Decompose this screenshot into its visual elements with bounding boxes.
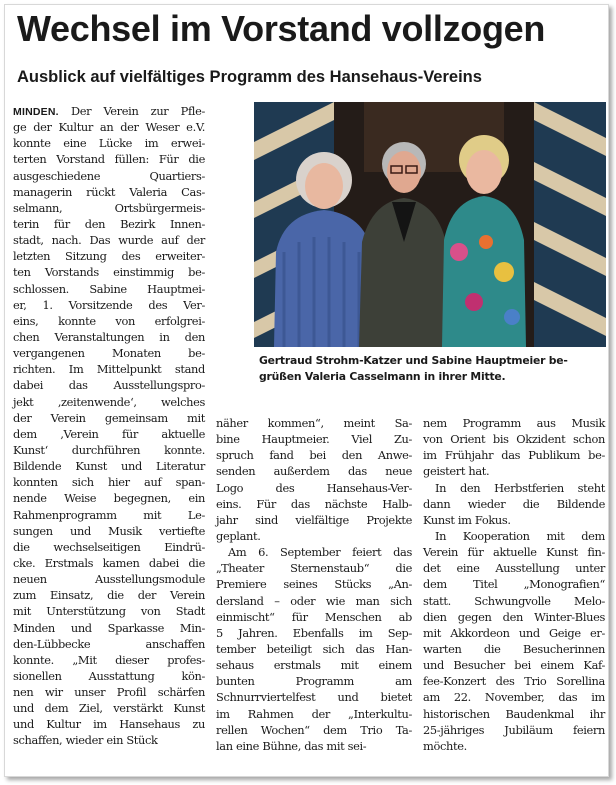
text-line: richten. Im Mittelpunkt stand <box>13 362 205 377</box>
text-line: konnte eine Lücke im erwei- <box>13 136 205 151</box>
text-line: bunten Programm am <box>216 674 412 689</box>
text-line: dann wieder die Bildende <box>423 496 605 511</box>
text-line: den-Lübbecke anschaffen <box>13 636 205 651</box>
text-line: sehaus erstmals mit einem <box>216 658 412 673</box>
text-line: „Theater Sternenstaub“ die <box>216 561 412 576</box>
text-line: der Verein gemeinsam mit <box>13 410 205 425</box>
text-line: dem Titel „Monografien“ <box>423 577 605 592</box>
text-line: zum Einsatz, die der Verein <box>13 588 205 603</box>
text-line: senden außerdem das neue <box>216 464 412 479</box>
article-column-1 <box>13 103 205 749</box>
text-line: am 22. November, das im <box>423 690 605 705</box>
text-line: rellen Wochen“ dem Trio Ta- <box>216 722 412 737</box>
article-column-2 <box>216 415 412 754</box>
text-line: eins. Für das nächste Halb- <box>216 496 412 511</box>
text-line: cke. Erstmals kamen dabei die <box>13 555 205 570</box>
text-line: konnte. „Mit dieser profes- <box>13 652 205 667</box>
text-line: In den Herbstferien steht <box>435 480 605 495</box>
text-line: 25-jähriges Jubiläum feiern <box>423 722 605 737</box>
text-line: möchte. <box>423 738 467 753</box>
text-line: schaffen, wieder ein Stück <box>13 733 158 748</box>
text-line: Minden und Sparkasse Min- <box>13 620 205 635</box>
text-line <box>13 103 205 119</box>
article-column-3 <box>423 415 605 754</box>
text-line: Bildende Kunst und Literatur <box>13 459 205 474</box>
text-line: nende Weise begegnen, ein <box>13 491 205 506</box>
text-line: von Orient bis Okzident schon <box>423 432 605 447</box>
text-line: neuen Ausstellungsmodule <box>13 572 205 587</box>
text-line: im Frühjahr das Publikum be- <box>423 448 605 463</box>
text-line: näher kommen“, meint Sa- <box>216 416 412 430</box>
text-line: vergangenen Monaten be- <box>13 346 205 361</box>
text-line: ge der Kultur an der Weser e.V. <box>13 120 205 135</box>
text-line: tember beteiligt sich das Han- <box>216 641 412 656</box>
text-line: 5 Jahren. Ebenfalls im Sep- <box>216 625 412 640</box>
text-line: im Rahmen der „Interkultu- <box>216 706 412 721</box>
text-line: geistert hat. <box>423 464 490 479</box>
text-line: eins, konnte von erfolgrei- <box>13 313 205 328</box>
text-line: dem ‚Verein für aktuelle <box>13 426 205 441</box>
text-line: Kunst‘ durchführen konnte. <box>13 442 205 457</box>
text-line: statt. Schwungvolle Melo- <box>423 593 605 608</box>
text-line: letzten Sitzung des erweiter- <box>13 249 205 264</box>
text-line: einmischt“ für Menschen ab <box>216 609 412 624</box>
text-line: spruch fand bei den Anwe- <box>216 448 412 463</box>
headline: Wechsel im Vorstand vollzogen <box>17 8 546 49</box>
text-line: chen Veranstaltungen in den <box>13 329 205 344</box>
text-line: ten Vorstands einstimmig be- <box>13 265 205 280</box>
text-line: und dem Ziel, verstärkt Kunst <box>13 701 205 716</box>
newspaper-clipping <box>4 4 609 777</box>
text-line: die wechselseitigen Eindrü- <box>13 539 205 554</box>
text-line: und Besucher bei einem Kaf- <box>423 658 605 673</box>
text-line: geplant. <box>216 528 261 543</box>
subheadline: Ausblick auf vielfältiges Programm des Hansehaus-Vereins <box>17 68 482 86</box>
text-line: det eine Ausstellung unter <box>423 561 605 576</box>
text-line: selmann, Ortsbürgermeis- <box>13 200 205 215</box>
text-line: jekt ‚zeitenwende‘, welches <box>13 394 205 409</box>
text-line: dersland – oder wie man sich <box>216 593 412 608</box>
text-line: Verein für aktuelle Kunst fin- <box>423 545 605 560</box>
text-line: Rahmenprogramm mit Le- <box>13 507 205 522</box>
text-line: bine Hauptmeier. Viel Zu- <box>216 432 412 447</box>
text-line: dien gegen den Winter-Blues <box>423 609 605 624</box>
text-line: fee-Konzert des Trio Sorellina <box>423 674 605 689</box>
text-line: dabei das Ausstellungspro- <box>13 378 205 393</box>
article-photo <box>254 102 606 347</box>
text-line: konnten sich hier auf span- <box>13 475 205 490</box>
text-line: sungen und Musik vertiefte <box>13 523 205 538</box>
text-line: Am 6. September feiert das <box>228 545 412 560</box>
text-line: nen wir unser Profil schärfen <box>13 685 205 700</box>
text-line: warten die Besucherinnen <box>423 641 605 656</box>
text-line: terten Vorstand füllen: Für die <box>13 152 205 167</box>
caption-line: grüßen Valeria Casselmann in ihrer Mitte. <box>259 370 506 383</box>
text-line: sionellen Ausstattung kön- <box>13 668 205 683</box>
text-line: jahr sind vielfältige Projekte <box>216 512 412 527</box>
text-line: Premiere seines Stücks „An- <box>216 577 412 592</box>
text-line: terin für den Bezirk Innen- <box>13 216 205 231</box>
text-line: In Kooperation mit dem <box>435 528 605 543</box>
text-line: Schnurrviertelfest und bietet <box>216 690 412 705</box>
text-line: und Kultur im Hansehaus zu <box>13 717 205 732</box>
text-line: schlossen. Sabine Hauptmei- <box>13 281 205 296</box>
caption-line: Gertraud Strohm-Katzer und Sabine Hauptmeier be- <box>259 354 568 367</box>
text-line: stadt, nach. Das wurde auf der <box>13 233 205 248</box>
text-line: Kunst im Fokus. <box>423 512 511 527</box>
text-line: mit Akkordeon und Geige er- <box>423 625 605 640</box>
dateline: MINDEN. <box>13 106 59 118</box>
text-line: Logo des Hansehaus-Ver- <box>216 480 412 495</box>
text-line: nem Programm aus Musik <box>423 416 605 430</box>
text-line: ausgeschiedene Quartiers- <box>13 168 205 183</box>
text-line: mit Unterstützung von Stadt <box>13 604 205 619</box>
photo-caption <box>259 353 604 385</box>
text-line-rest: Der Verein zur Pfle- <box>58 104 205 118</box>
text-line: er, 1. Vorsitzende des Ver- <box>13 297 205 312</box>
text-line: managerin rückt Valeria Cas- <box>13 184 205 199</box>
text-line: lan eine Bühne, das mit sei- <box>216 738 367 753</box>
text-line: historischen Baudenkmal ihr <box>423 706 605 721</box>
